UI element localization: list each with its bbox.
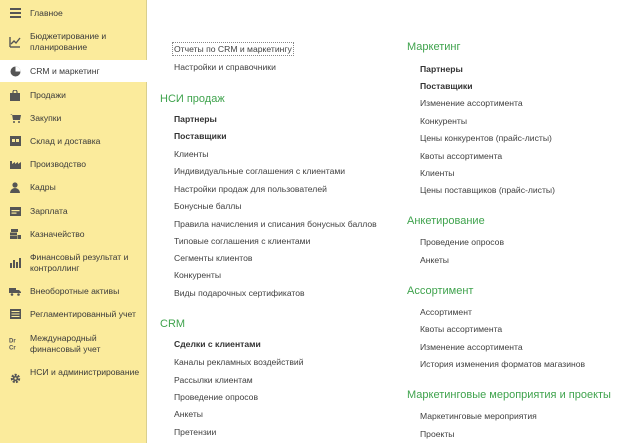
svg-text:Cr: Cr <box>9 345 16 350</box>
link-assortment-quotas[interactable]: Квоты ассортимента <box>420 324 503 334</box>
sidebar-item-ifrs[interactable] <box>0 330 147 358</box>
sidebar-item-label: Склад и доставка <box>30 136 101 146</box>
link-assortment-change[interactable]: Изменение ассортимента <box>420 98 523 108</box>
sidebar-item-label: Бюджетирование и планирование <box>30 31 107 52</box>
link-surveys[interactable]: Проведение опросов <box>420 237 505 247</box>
sidebar-item-purchases[interactable] <box>0 109 147 127</box>
sidebar-item-treasury[interactable] <box>0 225 147 243</box>
sidebar-item-label: Внеоборотные активы <box>30 286 120 296</box>
sidebar-item-label: Производство <box>30 159 87 169</box>
link-sales-settings-users[interactable]: Настройки продаж для пользователей <box>174 184 327 194</box>
pie-chart-icon <box>9 65 21 77</box>
truck-icon <box>9 285 21 297</box>
link-partners[interactable]: Партнеры <box>174 114 217 124</box>
section-title-crm: CRM <box>160 318 186 330</box>
section-title-assortment: Ассортимент <box>407 285 474 297</box>
link-assortment-quotas[interactable]: Квоты ассортимента <box>420 151 503 161</box>
link-gift-certificate-types[interactable]: Виды подарочных сертификатов <box>174 288 305 298</box>
sidebar-item-label: Казначейство <box>30 229 85 239</box>
sidebar-item-warehouse[interactable] <box>0 132 147 150</box>
factory-icon <box>9 158 21 170</box>
sidebar-item-nsi-admin[interactable] <box>0 364 147 392</box>
ifrs-icon <box>9 337 21 349</box>
link-assortment[interactable]: Ассортимент <box>420 307 472 317</box>
link-store-format-history[interactable]: История изменения форматов магазинов <box>420 359 586 369</box>
sidebar-item-label: Регламентированный учет <box>30 309 136 319</box>
link-competitors[interactable]: Конкуренты <box>420 116 468 126</box>
sidebar-item-payroll[interactable] <box>0 202 147 220</box>
section-title-marketing-events: Маркетинговые мероприятия и проекты <box>407 389 611 401</box>
sidebar-item-main[interactable] <box>0 4 147 22</box>
link-marketing-events[interactable]: Маркетинговые мероприятия <box>420 411 537 421</box>
sidebar-item-label: Закупки <box>30 113 62 123</box>
sidebar-item-financial-result[interactable] <box>0 249 147 277</box>
sidebar-item-label: НСИ и администрирование <box>30 367 140 377</box>
link-suppliers[interactable]: Поставщики <box>174 131 227 141</box>
bar-chart-icon <box>9 257 21 269</box>
link-bonus-rules[interactable]: Правила начисления и списания бонусных баллов <box>174 219 377 229</box>
link-client-segments[interactable]: Сегменты клиентов <box>174 253 253 263</box>
link-claims[interactable]: Претензии <box>174 427 217 437</box>
menu-lines-icon <box>9 7 21 19</box>
link-questionnaires[interactable]: Анкеты <box>420 255 449 265</box>
link-supplier-prices[interactable]: Цены поставщиков (прайс-листы) <box>420 185 555 195</box>
sidebar-item-regulated-accounting[interactable] <box>0 305 147 323</box>
gear-icon <box>9 372 21 384</box>
payroll-icon <box>9 205 21 217</box>
sidebar-item-label: Зарплата <box>30 206 68 216</box>
link-client-deals[interactable]: Сделки с клиентами <box>174 339 261 349</box>
section-title-survey: Анкетирование <box>407 215 485 227</box>
sidebar-item-label: CRM и маркетинг <box>30 66 100 76</box>
link-individual-agreements[interactable]: Индивидуальные соглашения с клиентами <box>174 166 346 176</box>
link-surveys[interactable]: Проведение опросов <box>174 392 259 402</box>
sidebar-item-hr[interactable] <box>0 178 147 196</box>
coins-icon <box>9 228 21 240</box>
link-competitor-prices[interactable]: Цены конкурентов (прайс-листы) <box>420 133 552 143</box>
section-title-marketing: Маркетинг <box>407 41 461 53</box>
link-client-mailings[interactable]: Рассылки клиентам <box>174 375 253 385</box>
sidebar-item-sales[interactable] <box>0 86 147 104</box>
link-questionnaires[interactable]: Анкеты <box>174 409 203 419</box>
sidebar <box>0 0 147 443</box>
link-ad-channels[interactable]: Каналы рекламных воздействий <box>174 357 304 367</box>
section-title-nsi-sales: НСИ продаж <box>160 93 225 105</box>
sidebar-item-label: Продажи <box>30 90 66 100</box>
sidebar-item-label: Кадры <box>30 182 56 192</box>
link-clients[interactable]: Клиенты <box>174 149 209 159</box>
sidebar-item-fixed-assets[interactable] <box>0 282 147 300</box>
warehouse-icon <box>9 135 21 147</box>
sidebar-item-label: Главное <box>30 8 63 18</box>
link-settings-catalogs[interactable]: Настройки и справочники <box>174 62 276 72</box>
budget-chart-icon <box>9 36 21 48</box>
sidebar-item-label: Международный финансовый учет <box>30 333 101 354</box>
link-suppliers[interactable]: Поставщики <box>420 81 473 91</box>
link-competitors[interactable]: Конкуренты <box>174 270 222 280</box>
person-icon <box>9 181 21 193</box>
main-content <box>147 0 624 443</box>
sidebar-item-production[interactable] <box>0 155 147 173</box>
link-crm-reports[interactable]: Отчеты по CRM и маркетингу <box>174 44 292 54</box>
sidebar-item-crm-marketing[interactable] <box>0 60 147 82</box>
link-typical-agreements[interactable]: Типовые соглашения с клиентами <box>174 236 311 246</box>
link-projects[interactable]: Проекты <box>420 429 455 439</box>
link-bonus-points[interactable]: Бонусные баллы <box>174 201 242 211</box>
link-partners[interactable]: Партнеры <box>420 64 463 74</box>
cart-icon <box>9 112 21 124</box>
link-assortment-change[interactable]: Изменение ассортимента <box>420 342 523 352</box>
sidebar-item-budgeting[interactable] <box>0 28 147 56</box>
svg-text:Dr: Dr <box>9 338 16 344</box>
sidebar-item-label: Финансовый результат и контроллинг <box>30 252 129 273</box>
shopping-bag-icon <box>9 89 21 101</box>
ledger-icon <box>9 308 21 320</box>
link-clients[interactable]: Клиенты <box>420 168 455 178</box>
